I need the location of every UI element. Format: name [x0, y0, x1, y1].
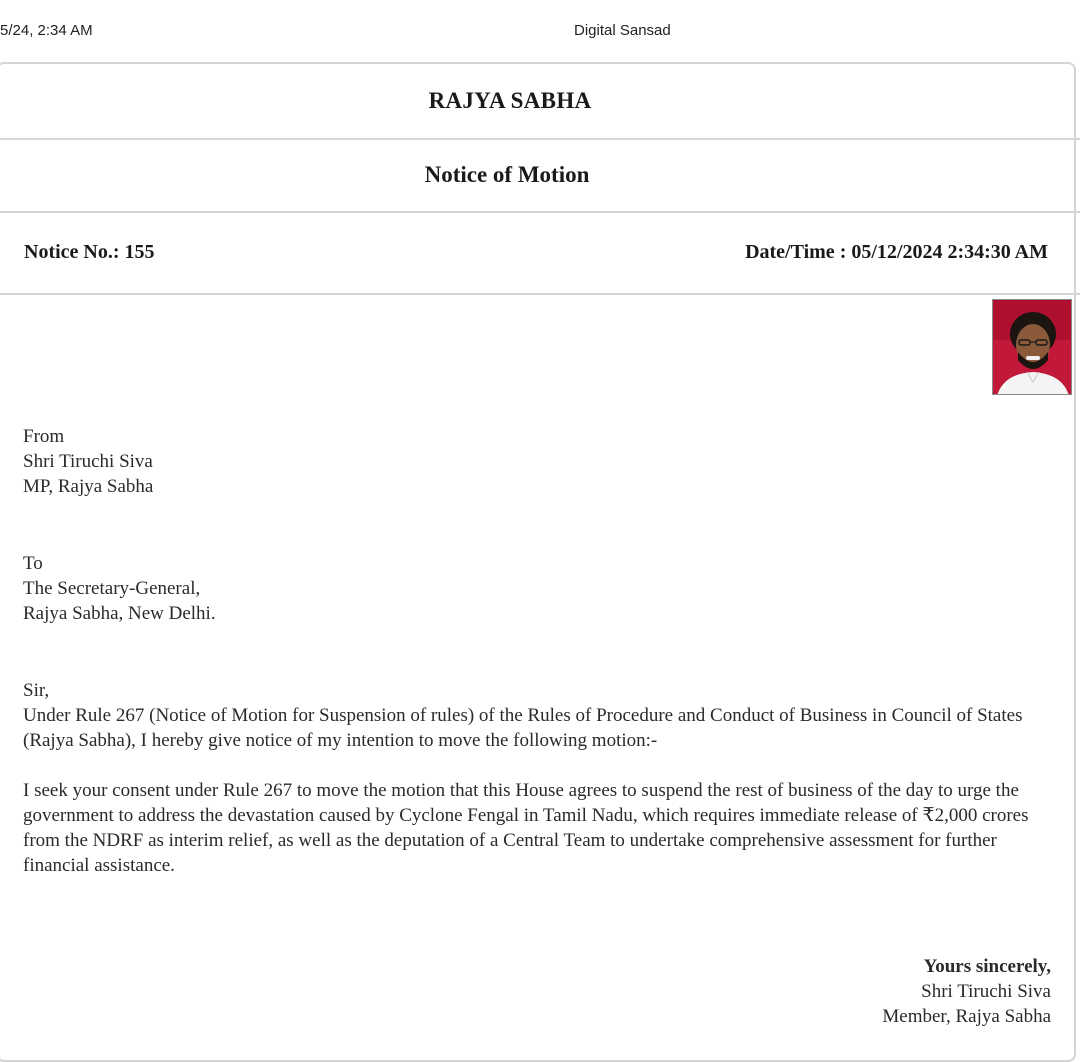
to-heading: To	[23, 553, 43, 574]
title-row	[0, 140, 1080, 213]
motion-paragraph: I seek your consent under Rule 267 to move the motion that this House agrees to suspend the rest of business of the day to urge the government to address the devastation caused by Cyclone Fengal in Tamil Nadu, which requires immediate release of ₹2,000 crores from the NDRF as interim relief, as well as the deputation of a Central Team to undertake comprehensive assessment for further financial assistance.	[23, 780, 1029, 876]
notice-date-time: Date/Time : 05/12/2024 2:34:30 AM	[745, 241, 1048, 263]
to-block	[23, 551, 1033, 626]
to-line-2: Rajya Sabha, New Delhi.	[23, 603, 216, 624]
salutation-block	[23, 678, 1033, 753]
print-datetime: 5/24, 2:34 AM	[0, 22, 93, 39]
salutation: Sir,	[23, 680, 50, 701]
signature-designation: Member, Rajya Sabha	[882, 1006, 1051, 1027]
notice-title: Notice of Motion	[424, 162, 590, 187]
signature-block	[882, 954, 1051, 1029]
from-designation: MP, Rajya Sabha	[23, 476, 154, 497]
notice-meta-row	[0, 213, 1080, 295]
organization-name: RAJYA SABHA	[428, 88, 592, 113]
member-photo	[992, 299, 1072, 395]
intro-paragraph: Under Rule 267 (Notice of Motion for Suspension of rules) of the Rules of Procedure and Conduct of Business in Council of States (Rajya Sabha), I hereby give notice of my intention to move the following motion:-	[23, 705, 1023, 751]
organization-row	[0, 64, 1080, 140]
to-line-1: The Secretary-General,	[23, 578, 201, 599]
member-portrait-image	[993, 300, 1072, 395]
signature-closing: Yours sincerely,	[923, 956, 1051, 977]
signature-name: Shri Tiruchi Siva	[921, 981, 1051, 1002]
from-heading: From	[23, 426, 65, 447]
from-block	[23, 424, 1033, 499]
print-site-title: Digital Sansad	[574, 22, 671, 39]
from-name: Shri Tiruchi Siva	[23, 451, 153, 472]
motion-block	[23, 778, 1033, 878]
print-header	[0, 0, 1080, 62]
notice-number: Notice No.: 155	[24, 241, 155, 263]
